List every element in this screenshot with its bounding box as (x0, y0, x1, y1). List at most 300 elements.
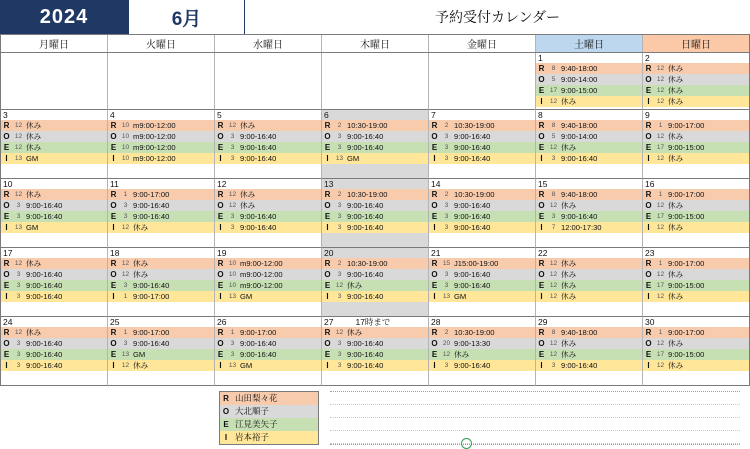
shift-row-O[interactable] (643, 74, 749, 85)
shift-time: 休み (240, 190, 256, 199)
shift-time: 9:00-16:40 (240, 143, 277, 152)
staff-code: R (645, 121, 652, 130)
shift-row-E[interactable] (643, 85, 749, 96)
shift-row-E[interactable] (108, 280, 214, 291)
shift-row-R[interactable] (536, 258, 642, 269)
shift-row-I[interactable] (536, 222, 642, 233)
shift-time: 9:00-16:40 (26, 350, 63, 359)
day-number: 17 (3, 248, 13, 258)
shift-row-E[interactable] (108, 142, 214, 153)
shift-row-E[interactable] (429, 349, 535, 360)
shift-code-number: 13 (14, 224, 23, 231)
legend-staff-name: 江見美矢子 (235, 419, 278, 429)
staff-code: O (538, 201, 545, 210)
shift-row-R[interactable] (429, 258, 535, 269)
shift-code-number: 12 (121, 362, 130, 369)
shift-row-I[interactable] (643, 291, 749, 302)
shift-time: 9:00-16:40 (347, 270, 384, 279)
shift-time: 9:00-15:00 (561, 86, 598, 95)
shift-row-E[interactable] (1, 349, 107, 360)
shift-code-number: 3 (16, 351, 21, 358)
shift-row-E[interactable] (1, 280, 107, 291)
day-number: 25 (110, 317, 120, 327)
shift-row-E[interactable] (108, 349, 214, 360)
calendar-grid (0, 53, 750, 386)
shift-code-number: 10 (228, 260, 237, 267)
staff-code: O (110, 132, 117, 141)
day-number: 13 (324, 179, 334, 189)
shift-row-E[interactable] (536, 85, 642, 96)
shift-row-E[interactable] (1, 211, 107, 222)
shift-row-O[interactable] (108, 200, 214, 211)
legend-code: E (223, 420, 229, 429)
calendar-day-cell[interactable] (429, 110, 536, 179)
shift-time: 休み (133, 270, 149, 279)
calendar-day-cell[interactable] (108, 248, 215, 317)
shift-row-R[interactable] (536, 189, 642, 200)
staff-code: I (219, 154, 222, 163)
shift-code-number: 12 (14, 144, 23, 151)
weekday-header-4: 金曜日 (429, 35, 536, 52)
shift-row-R[interactable] (108, 189, 214, 200)
shift-code-number: 1 (230, 329, 235, 336)
shift-row-O[interactable] (322, 338, 428, 349)
shift-row-I[interactable] (429, 222, 535, 233)
shift-time: 休み (561, 292, 577, 301)
shift-row-R[interactable] (536, 120, 642, 131)
calendar-day-cell[interactable] (643, 53, 750, 110)
shift-code-number: 12 (656, 340, 665, 347)
shift-row-I[interactable] (108, 360, 214, 371)
shift-code-number: 2 (444, 122, 449, 129)
staff-code: I (540, 292, 543, 301)
shift-row-R[interactable] (108, 120, 214, 131)
shift-code-number: 3 (123, 340, 128, 347)
shift-time: 9:00-16:40 (26, 201, 63, 210)
shift-time: 9:00-16:40 (347, 201, 384, 210)
calendar-day-cell[interactable] (536, 179, 643, 248)
shift-row-E[interactable] (536, 349, 642, 360)
shift-row-I[interactable] (1, 222, 107, 233)
staff-code: R (538, 64, 545, 73)
calendar-day-cell[interactable] (429, 317, 536, 386)
header-month: 6月 (128, 0, 245, 34)
shift-row-I[interactable] (1, 291, 107, 302)
staff-code: O (324, 201, 331, 210)
staff-code: R (3, 121, 10, 130)
calendar-day-cell[interactable] (0, 110, 108, 179)
shift-code-number: 12 (549, 260, 558, 267)
legend-code: I (224, 433, 228, 442)
staff-code: E (217, 350, 224, 359)
shift-time: 9:00-15:00 (668, 350, 705, 359)
shift-time: 9:00-14:00 (561, 132, 598, 141)
shift-row-R[interactable] (643, 63, 749, 74)
shift-row-O[interactable] (322, 131, 428, 142)
staff-code: R (538, 121, 545, 130)
shift-time: 9:00-17:00 (668, 190, 705, 199)
calendar-day-cell[interactable] (0, 317, 108, 386)
shift-row-E[interactable] (643, 211, 749, 222)
shift-time: 9:00-15:00 (668, 281, 705, 290)
shift-row-O[interactable] (215, 338, 321, 349)
shift-row-O[interactable] (536, 338, 642, 349)
shift-row-R[interactable] (108, 258, 214, 269)
calendar-week-row (0, 179, 750, 248)
shift-row-O[interactable] (429, 200, 535, 211)
day-number: 28 (431, 317, 441, 327)
day-number: 2 (645, 53, 650, 63)
shift-row-O[interactable] (643, 338, 749, 349)
calendar-day-cell[interactable] (215, 248, 322, 317)
calendar-day-cell[interactable] (536, 248, 643, 317)
shift-row-I[interactable] (429, 291, 535, 302)
shift-code-number: 3 (444, 202, 449, 209)
shift-row-I[interactable] (108, 153, 214, 164)
shift-row-I[interactable] (429, 360, 535, 371)
shift-code-number: 1 (658, 191, 663, 198)
day-number: 9 (645, 110, 650, 120)
shift-row-R[interactable] (643, 189, 749, 200)
shift-code-number: 3 (123, 213, 128, 220)
staff-code: I (326, 292, 329, 301)
shift-code-number: 3 (444, 282, 449, 289)
staff-code: I (112, 292, 115, 301)
calendar-day-cell[interactable] (322, 110, 429, 179)
shift-time: 休み (668, 361, 684, 370)
calendar-week-row (0, 248, 750, 317)
shift-row-E[interactable] (643, 142, 749, 153)
day-number: 3 (3, 110, 8, 120)
shift-row-O[interactable] (322, 269, 428, 280)
shift-row-O[interactable] (536, 269, 642, 280)
shift-rows (429, 327, 535, 371)
shift-row-O[interactable] (1, 338, 107, 349)
calendar-day-cell[interactable] (429, 179, 536, 248)
shift-row-E[interactable] (643, 280, 749, 291)
shift-row-I[interactable] (215, 153, 321, 164)
shift-row-E[interactable] (215, 349, 321, 360)
shift-row-I[interactable] (322, 291, 428, 302)
shift-code-number: 3 (444, 224, 449, 231)
shift-row-I[interactable] (536, 360, 642, 371)
shift-code-number: 1 (658, 260, 663, 267)
shift-time: 休み (347, 281, 363, 290)
calendar-day-cell[interactable] (108, 317, 215, 386)
staff-code: E (538, 212, 545, 221)
shift-code-number: 12 (656, 155, 665, 162)
staff-code: I (647, 154, 650, 163)
shift-row-I[interactable] (215, 360, 321, 371)
shift-time: GM (454, 292, 467, 301)
staff-code: R (324, 190, 331, 199)
shift-row-O[interactable] (1, 200, 107, 211)
staff-code: E (538, 86, 545, 95)
shift-row-E[interactable] (215, 280, 321, 291)
shift-row-R[interactable] (643, 258, 749, 269)
shift-row-R[interactable] (322, 327, 428, 338)
staff-code: E (324, 143, 331, 152)
shift-row-R[interactable] (215, 189, 321, 200)
calendar-day-cell[interactable] (643, 317, 750, 386)
shift-row-I[interactable] (429, 153, 535, 164)
staff-code: O (645, 270, 652, 279)
shift-time: 9:00-16:40 (454, 154, 491, 163)
day-number: 10 (3, 179, 13, 189)
shift-row-E[interactable] (429, 280, 535, 291)
shift-row-O[interactable] (1, 269, 107, 280)
shift-row-I[interactable] (643, 153, 749, 164)
shift-time: 10:30-19:00 (347, 190, 388, 199)
shift-row-I[interactable] (322, 153, 428, 164)
shift-row-O[interactable] (643, 269, 749, 280)
shift-row-I[interactable] (643, 360, 749, 371)
shift-time: 9:00-16:40 (454, 143, 491, 152)
shift-row-R[interactable] (1, 120, 107, 131)
shift-row-I[interactable] (215, 291, 321, 302)
shift-code-number: 12 (656, 98, 665, 105)
calendar-day-cell[interactable] (322, 179, 429, 248)
shift-row-E[interactable] (429, 211, 535, 222)
shift-code-number: 3 (123, 202, 128, 209)
shift-code-number: 12 (656, 65, 665, 72)
shift-row-I[interactable] (1, 360, 107, 371)
shift-row-R[interactable] (536, 327, 642, 338)
staff-code: E (645, 350, 652, 359)
day-number: 12 (217, 179, 227, 189)
shift-row-R[interactable] (429, 189, 535, 200)
shift-rows (215, 189, 321, 233)
shift-row-I[interactable] (536, 153, 642, 164)
day-number: 14 (431, 179, 441, 189)
shift-rows (215, 327, 321, 371)
shift-row-I[interactable] (643, 96, 749, 107)
shift-row-R[interactable] (215, 120, 321, 131)
shift-time: 休み (561, 97, 577, 106)
shift-row-E[interactable] (536, 280, 642, 291)
shift-row-I[interactable] (322, 222, 428, 233)
shift-row-O[interactable] (108, 131, 214, 142)
shift-row-E[interactable] (215, 211, 321, 222)
calendar-day-cell[interactable] (643, 110, 750, 179)
legend-row-I (220, 431, 318, 444)
shift-row-O[interactable] (429, 269, 535, 280)
shift-row-E[interactable] (536, 142, 642, 153)
calendar-day-cell[interactable] (536, 110, 643, 179)
staff-code: O (3, 339, 10, 348)
calendar-day-cell[interactable] (643, 179, 750, 248)
shift-row-E[interactable] (1, 142, 107, 153)
calendar-day-cell[interactable] (0, 179, 108, 248)
shift-code-number: 3 (230, 155, 235, 162)
shift-code-number: 12 (228, 191, 237, 198)
shift-code-number: 1 (123, 293, 128, 300)
legend-row-O (220, 405, 318, 418)
staff-code: E (645, 86, 652, 95)
calendar-day-cell[interactable] (215, 179, 322, 248)
shift-time: 9:00-16:40 (454, 361, 491, 370)
staff-code: R (324, 121, 331, 130)
shift-time: 9:40-18:00 (561, 328, 598, 337)
shift-code-number: 12 (14, 260, 23, 267)
shift-row-E[interactable] (215, 142, 321, 153)
shift-row-O[interactable] (215, 269, 321, 280)
shift-time: 休み (26, 190, 42, 199)
shift-row-R[interactable] (1, 189, 107, 200)
calendar-day-cell[interactable] (536, 53, 643, 110)
shift-row-O[interactable] (536, 74, 642, 85)
shift-code-number: 12 (14, 191, 23, 198)
shift-code-number: 3 (551, 155, 556, 162)
shift-row-O[interactable] (215, 200, 321, 211)
shift-code-number: 1 (658, 329, 663, 336)
shift-time: 9:00-17:00 (133, 292, 170, 301)
staff-code: I (112, 154, 115, 163)
calendar-day-cell[interactable] (215, 317, 322, 386)
shift-time: GM (240, 361, 253, 370)
staff-code: I (433, 223, 436, 232)
shift-code-number: 12 (121, 224, 130, 231)
shift-time: 9:00-16:40 (133, 339, 170, 348)
shift-row-O[interactable] (429, 131, 535, 142)
shift-row-O[interactable] (1, 131, 107, 142)
shift-time: 10:30-19:00 (347, 259, 388, 268)
staff-code: E (3, 212, 10, 221)
shift-row-O[interactable] (108, 269, 214, 280)
calendar-day-cell[interactable] (322, 248, 429, 317)
shift-time: 9:00-16:40 (240, 154, 277, 163)
shift-row-I[interactable] (108, 222, 214, 233)
calendar-day-cell[interactable] (215, 110, 322, 179)
shift-row-I[interactable] (643, 222, 749, 233)
shift-row-O[interactable] (536, 131, 642, 142)
staff-code: E (431, 143, 438, 152)
calendar-day-cell[interactable] (429, 248, 536, 317)
shift-code-number: 3 (444, 155, 449, 162)
shift-row-I[interactable] (536, 291, 642, 302)
shift-row-E[interactable] (536, 211, 642, 222)
shift-code-number: 12 (549, 282, 558, 289)
shift-row-O[interactable] (643, 200, 749, 211)
shift-code-number: 12 (549, 98, 558, 105)
shift-row-R[interactable] (1, 327, 107, 338)
shift-code-number: 17 (656, 144, 665, 151)
shift-rows (322, 258, 428, 302)
shift-time: 休み (668, 64, 684, 73)
shift-row-O[interactable] (429, 338, 535, 349)
shift-time: 休み (668, 154, 684, 163)
shift-rows (429, 258, 535, 302)
shift-time: GM (26, 223, 39, 232)
shift-row-R[interactable] (643, 327, 749, 338)
calendar-day-cell[interactable] (108, 179, 215, 248)
shift-rows (322, 120, 428, 164)
staff-code: O (3, 270, 10, 279)
shift-row-O[interactable] (108, 338, 214, 349)
shift-row-R[interactable] (322, 120, 428, 131)
shift-code-number: 12 (549, 351, 558, 358)
shift-rows (1, 258, 107, 302)
shift-row-E[interactable] (322, 211, 428, 222)
shift-row-I[interactable] (1, 153, 107, 164)
shift-time: 9:00-17:00 (668, 259, 705, 268)
shift-row-R[interactable] (322, 258, 428, 269)
shift-row-O[interactable] (322, 200, 428, 211)
footer-line (330, 418, 740, 431)
shift-row-R[interactable] (215, 327, 321, 338)
shift-code-number: 12 (121, 260, 130, 267)
shift-code-number: 12 (121, 271, 130, 278)
shift-time: 休み (26, 121, 42, 130)
shift-code-number: 12 (656, 271, 665, 278)
shift-row-I[interactable] (536, 96, 642, 107)
shift-row-R[interactable] (1, 258, 107, 269)
shift-time: 9:00-15:00 (668, 143, 705, 152)
shift-row-E[interactable] (108, 211, 214, 222)
shift-time: 休み (668, 97, 684, 106)
calendar-day-cell[interactable] (536, 317, 643, 386)
calendar-day-cell[interactable] (0, 248, 108, 317)
staff-code: I (647, 97, 650, 106)
shift-row-E[interactable] (322, 349, 428, 360)
calendar-day-cell[interactable] (108, 110, 215, 179)
shift-time: GM (347, 154, 360, 163)
calendar-day-cell[interactable] (322, 317, 429, 386)
shift-row-E[interactable] (429, 142, 535, 153)
shift-row-R[interactable] (429, 327, 535, 338)
shift-row-I[interactable] (215, 222, 321, 233)
legend-staff-name: 大北順子 (235, 406, 270, 416)
shift-row-R[interactable] (429, 120, 535, 131)
shift-time: 9:00-16:40 (133, 201, 170, 210)
shift-time: 休み (668, 132, 684, 141)
shift-rows (536, 327, 642, 371)
shift-row-O[interactable] (536, 200, 642, 211)
shift-row-E[interactable] (643, 349, 749, 360)
shift-time: 休み (561, 143, 577, 152)
shift-row-O[interactable] (643, 131, 749, 142)
calendar-cell-empty (0, 53, 108, 110)
shift-code-number: 8 (551, 329, 556, 336)
shift-time: m9:00-12:00 (133, 132, 176, 141)
shift-time: 9:00-17:00 (240, 328, 277, 337)
weekday-header-2: 水曜日 (215, 35, 322, 52)
shift-row-I[interactable] (108, 291, 214, 302)
day-number: 16 (645, 179, 655, 189)
shift-code-number: 12 (335, 282, 344, 289)
shift-row-R[interactable] (108, 327, 214, 338)
shift-row-E[interactable] (322, 142, 428, 153)
staff-code: I (326, 361, 329, 370)
shift-row-E[interactable] (322, 280, 428, 291)
weekday-header-row (0, 34, 750, 53)
shift-row-R[interactable] (643, 120, 749, 131)
shift-row-R[interactable] (322, 189, 428, 200)
shift-code-number: 12 (549, 340, 558, 347)
calendar-day-cell[interactable] (643, 248, 750, 317)
shift-row-I[interactable] (322, 360, 428, 371)
shift-row-O[interactable] (215, 131, 321, 142)
staff-code: O (538, 75, 545, 84)
shift-time: 休み (668, 223, 684, 232)
shift-row-R[interactable] (215, 258, 321, 269)
shift-code-number: 2 (444, 191, 449, 198)
shift-time: 9:00-16:40 (133, 281, 170, 290)
staff-code: E (3, 350, 10, 359)
shift-row-R[interactable] (536, 63, 642, 74)
staff-code: R (217, 190, 224, 199)
shift-time: 休み (26, 259, 42, 268)
